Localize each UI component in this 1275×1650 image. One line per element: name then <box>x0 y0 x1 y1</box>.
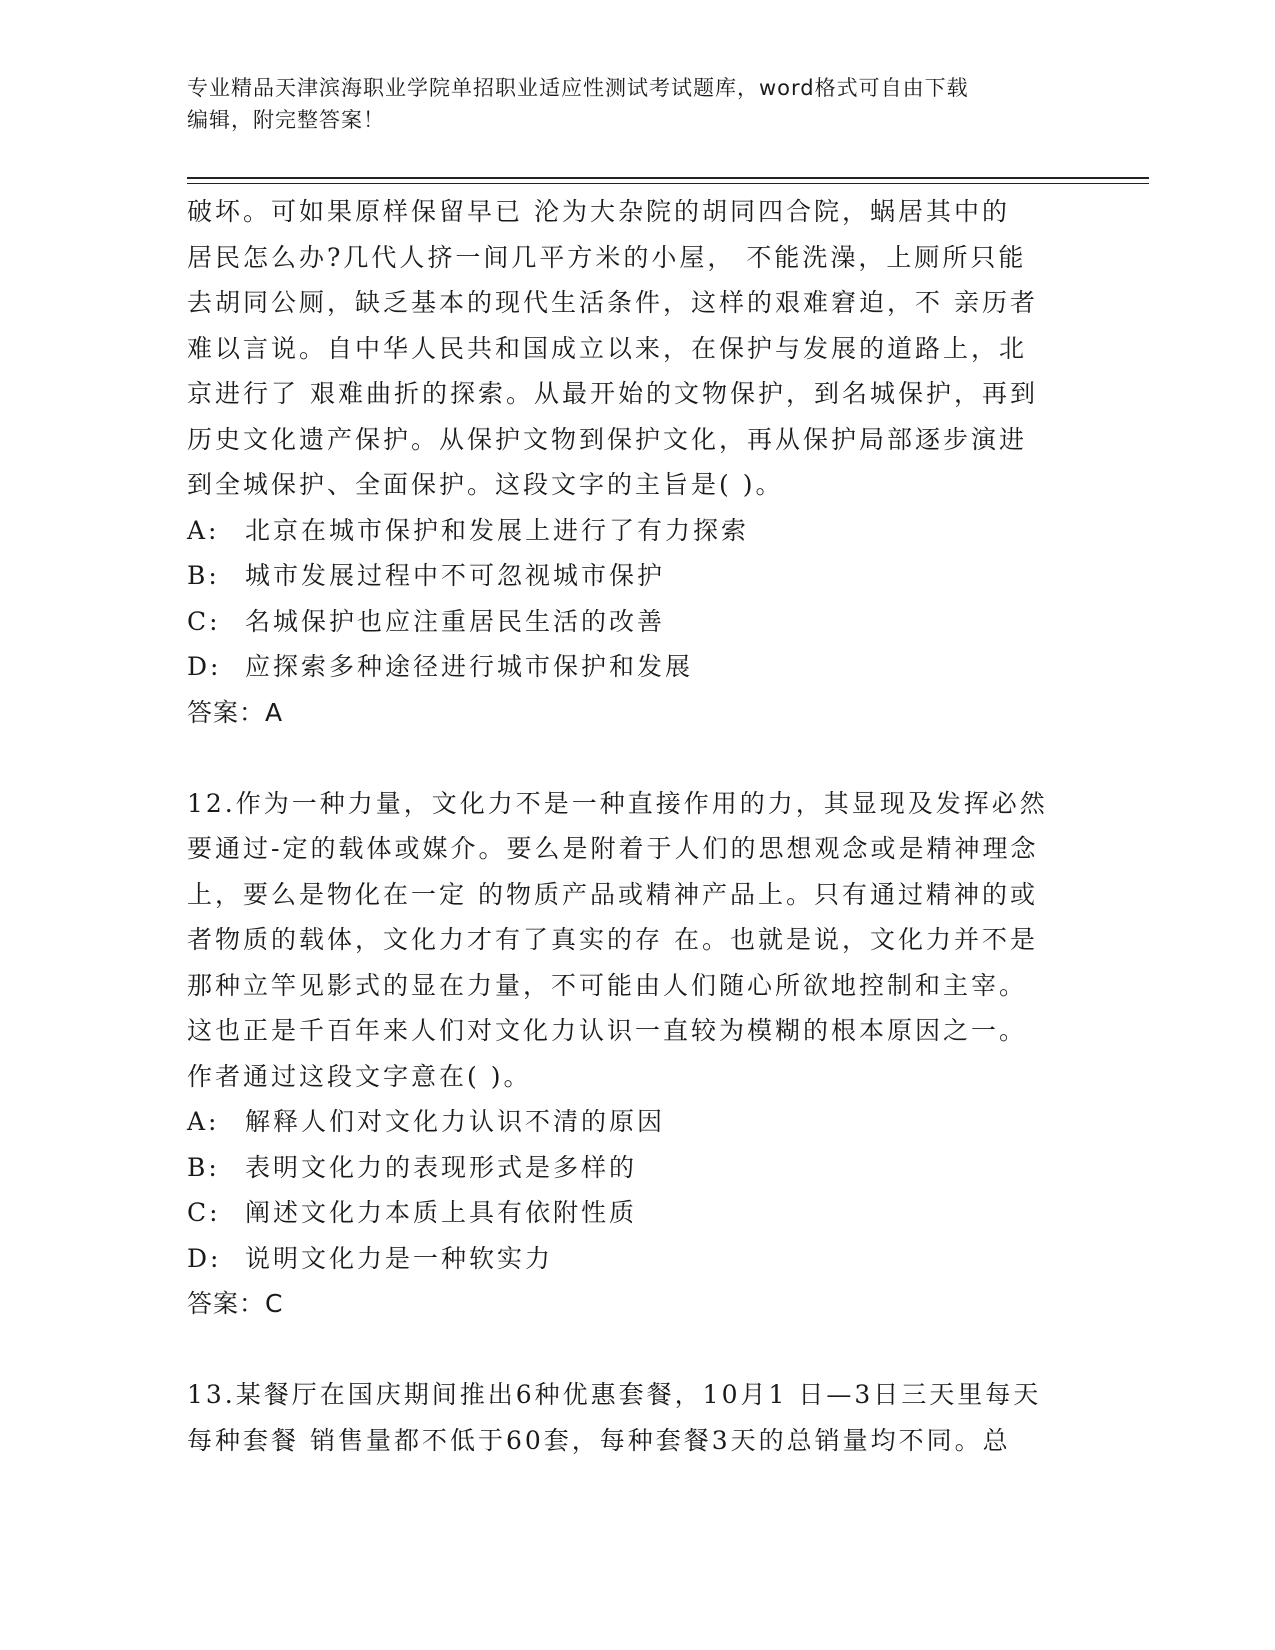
option-letter: D: <box>187 1243 222 1273</box>
option-letter: B: <box>187 561 220 590</box>
option-text: 城市发展过程中不可忽视城市保护 <box>245 561 666 590</box>
question-text-line: 13.某餐厅在国庆期间推出6种优惠套餐，10月1 日—3日三天里每天 <box>187 1380 1042 1409</box>
header-rule-thin <box>187 183 1149 184</box>
question-13 <box>187 1372 1087 1463</box>
header-line-1: 专业精品天津滨海职业学院单招职业适应性测试考试题库，word格式可自由下载 <box>187 76 969 100</box>
question-text-line: 历史文化遗产保护。从保护文物到保护文化，再从保护局部逐步演进 <box>187 424 1028 454</box>
spacer <box>187 735 1087 781</box>
question-text-line: 这也正是千百年来人们对文化力认识一直较为模糊的根本原因之一。 <box>187 1016 1028 1045</box>
option-letter: A: <box>187 515 220 545</box>
option-text: 北京在城市保护和发展上进行了有力探索 <box>245 515 750 545</box>
option-d <box>187 1236 1087 1282</box>
option-letter: B: <box>187 1152 220 1182</box>
header-line-2: 编辑，附完整答案！ <box>187 108 385 132</box>
option-c <box>187 1190 1087 1236</box>
question-text-line: 破坏。可如果原样保留早已 沦为大杂院的胡同四合院，蜗居其中的 <box>187 197 1010 226</box>
option-b <box>187 553 1087 599</box>
question-text-line: 那种立竿见影式的显在力量，不可能由人们随心所欲地控制和主宰。 <box>187 970 1028 1000</box>
question-text-line: 要通过-定的载体或媒介。要么是附着于人们的思想观念或是精神理念 <box>187 834 1039 863</box>
answer-line: 答案：A <box>187 697 284 727</box>
option-d <box>187 644 1087 690</box>
option-text: 解释人们对文化力认识不清的原因 <box>245 1107 666 1136</box>
question-text-line: 者物质的载体，文化力才有了真实的存 在。也就是说，文化力并不是 <box>187 925 1038 954</box>
document-body <box>187 189 1087 1463</box>
question-text-line: 难以言说。自中华人民共和国成立以来，在保护与发展的道路上，北 <box>187 333 1028 363</box>
question-11 <box>187 189 1087 735</box>
spacer <box>187 1327 1087 1373</box>
option-b <box>187 1145 1087 1191</box>
question-text-line: 京进行了 艰难曲折的探索。从最开始的文物保护，到名城保护，再到 <box>187 379 1038 408</box>
question-text-line: 居民怎么办?几代人挤一间几平方米的小屋， 不能洗澡，上厕所只能 <box>187 242 1027 272</box>
option-text: 表明文化力的表现形式是多样的 <box>245 1152 638 1182</box>
option-text: 阐述文化力本质上具有依附性质 <box>245 1198 638 1227</box>
question-text-line: 作者通过这段文字意在( )。 <box>187 1061 532 1091</box>
question-text-line: 去胡同公厕，缺乏基本的现代生活条件，这样的艰难窘迫，不 亲历者 <box>187 288 1038 317</box>
header-rule-thick <box>187 177 1149 179</box>
question-text-line: 每种套餐 销售量都不低于60套，每种套餐3天的总销量均不同。总 <box>187 1425 1011 1455</box>
answer-line: 答案：C <box>187 1289 284 1318</box>
option-c <box>187 599 1087 645</box>
option-letter: C: <box>187 1198 221 1227</box>
question-text-line: 12.作为一种力量，文化力不是一种直接作用的力，其显现及发挥必然 <box>187 788 1048 818</box>
question-text-line: 上，要么是物化在一定 的物质产品或精神产品上。只有通过精神的或 <box>187 879 1038 909</box>
question-text-line: 到全城保护、全面保护。这段文字的主旨是( )。 <box>187 470 784 499</box>
option-text: 名城保护也应注重居民生活的改善 <box>245 606 666 636</box>
option-letter: A: <box>187 1107 220 1136</box>
option-a <box>187 508 1087 554</box>
option-text: 说明文化力是一种软实力 <box>245 1243 554 1273</box>
option-text: 应探索多种途径进行城市保护和发展 <box>245 652 694 681</box>
option-a <box>187 1099 1087 1145</box>
option-letter: C: <box>187 606 221 636</box>
document-header <box>187 72 1087 136</box>
question-12 <box>187 781 1087 1327</box>
option-letter: D: <box>187 652 222 681</box>
